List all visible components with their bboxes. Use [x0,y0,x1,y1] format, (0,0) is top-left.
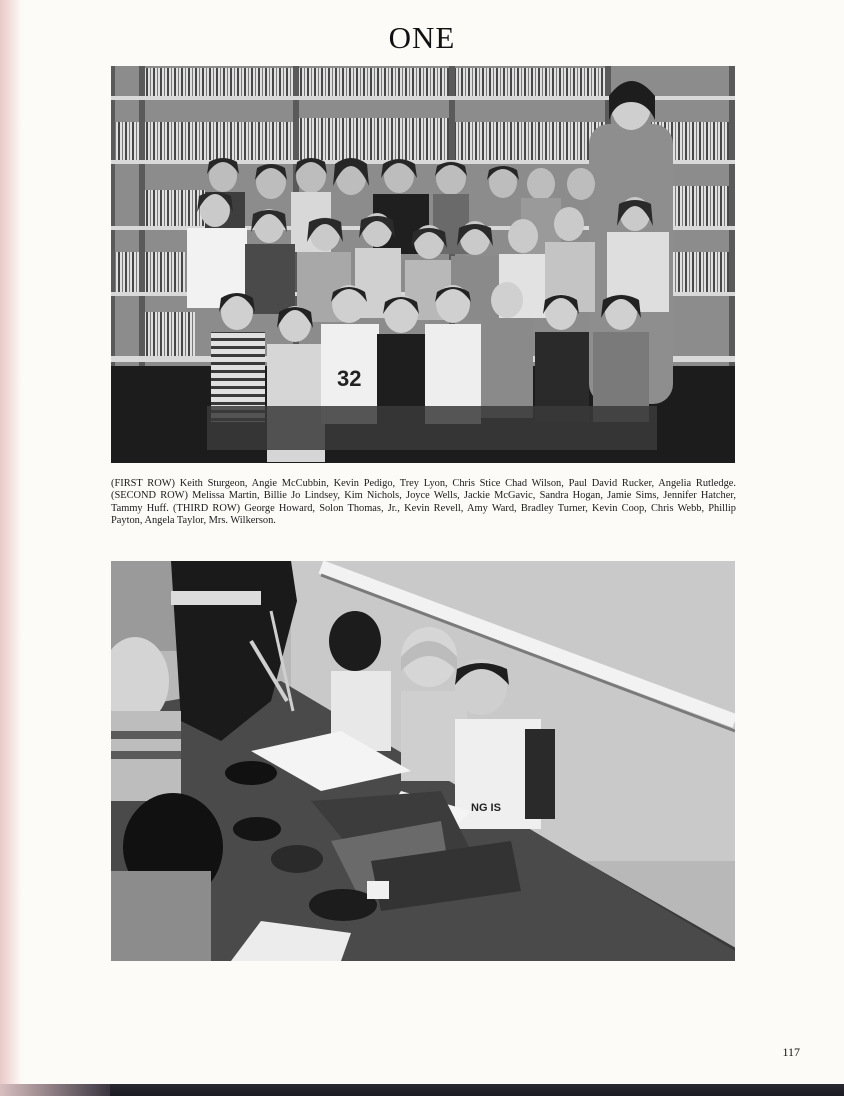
class-group-photo [111,66,735,463]
page-number: 117 [782,1045,800,1059]
reading-photo-illustration [111,561,735,961]
page-spine-shadow [0,0,22,1096]
children-reading-photo [111,561,735,961]
jersey-number: 32 [337,366,362,391]
shirt-text: NG IS [471,802,501,814]
class-roster-caption: (FIRST ROW) Keith Sturgeon, Angie McCubbin, Kevin Pedigo, Trey Lyon, Chris Stice Chad Wilson, Paul David Rucker, Angelia Rutledge. (SECOND ROW) Melissa Martin, Billie Jo Lindsey, Kim Nichols, Joyce Wells, Jackie McGavic, Sandra Hogan, Jamie Sims, Jennifer Hatcher, Tammy Huff. (THIRD ROW) George Howard, Solon Thomas, Jr., Kevin Revell, Amy Ward, Bradley Turner, Kevin Coop, Chris Webb, Phillip Payton, Angela Taylor, Mrs. Wilkerson. [111,478,736,526]
page-title: ONE [388,20,456,55]
class-photo-illustration [111,66,735,463]
page-bottom-edge-corner [0,1084,110,1096]
page-bottom-edge [0,1084,844,1096]
